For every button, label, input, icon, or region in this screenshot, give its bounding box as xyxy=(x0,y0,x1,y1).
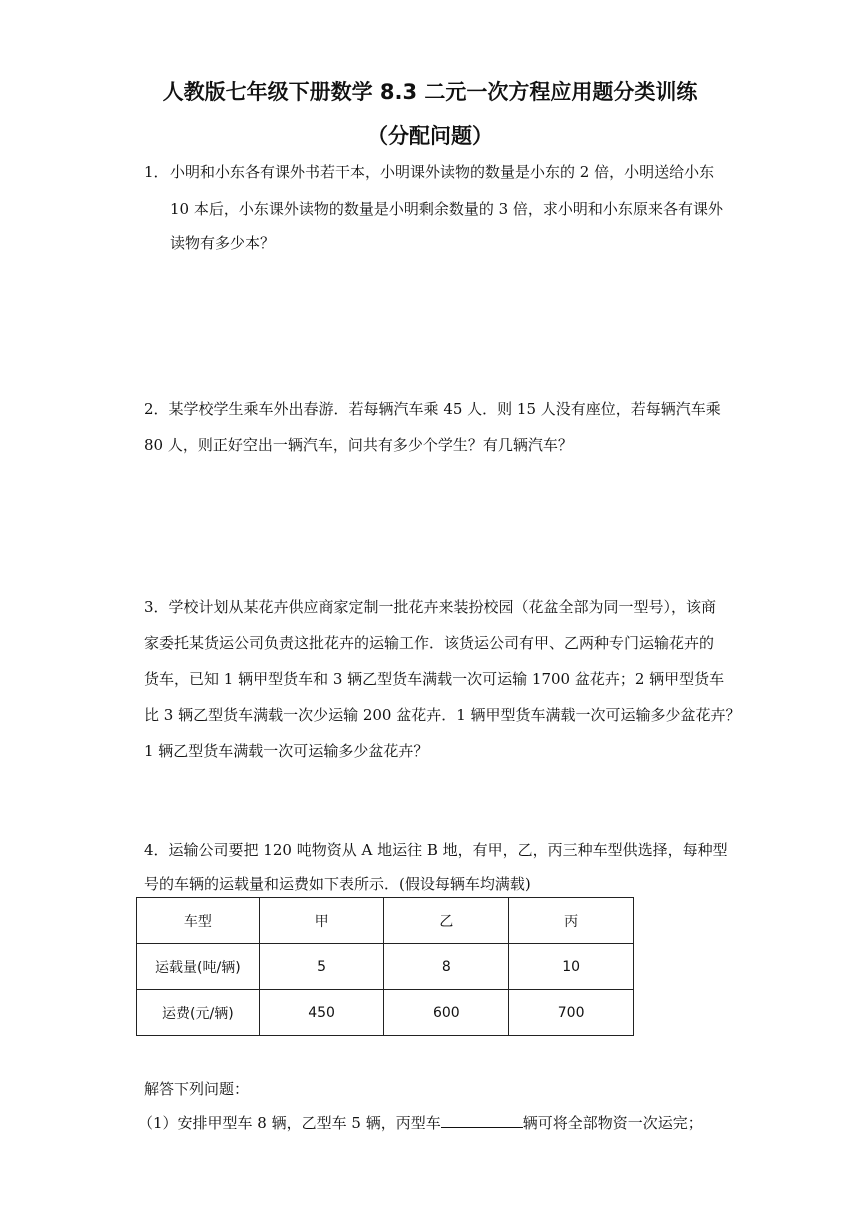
question-1-line1 xyxy=(144,162,714,182)
table-cell: 450 xyxy=(259,990,384,1036)
table-header-cell: 乙 xyxy=(384,898,509,944)
question-1-number: 1． xyxy=(144,163,169,181)
question-3-line2: 家委托某货运公司负责这批花卉的运输工作．该货运公司有甲、乙两种专门运输花卉的 xyxy=(144,634,715,652)
question-4-line2: 号的车辆的运载量和运费如下表所示．(假设每辆车均满载) xyxy=(144,875,531,893)
answer-blank[interactable] xyxy=(441,1113,523,1128)
question-3-line3: 货车，已知 1 辆甲型货车和 3 辆乙型货车满载一次可运输 1700 盆花卉；2 辆甲型货车 xyxy=(144,670,725,688)
answer-intro: 解答下列问题： xyxy=(144,1080,250,1098)
sub-question-1-text-end: 辆可将全部物资一次运完； xyxy=(522,1114,703,1132)
table-cell: 运载量(吨/辆) xyxy=(137,944,260,990)
question-3-line1: 3．学校计划从某花卉供应商家定制一批花卉来装扮校园（花盆全部为同一型号），该商 xyxy=(144,598,717,616)
vehicle-spec-table xyxy=(136,897,634,1036)
table-row xyxy=(137,990,634,1036)
question-1-line2: 10 本后，小东课外读物的数量是小明剩余数量的 3 倍，求小明和小东原来各有课外 xyxy=(170,200,723,218)
question-2-line1: 2．某学校学生乘车外出春游．若每辆汽车乘 45 人．则 15 人没有座位，若每辆汽车乘 xyxy=(144,400,721,418)
question-4-line1: 4．运输公司要把 120 吨物资从 A 地运往 B 地，有甲，乙，丙三种车型供选择，每种型 xyxy=(144,841,728,859)
sub-question-1-text: （1）安排甲型车 8 辆，乙型车 5 辆，丙型车 xyxy=(138,1114,441,1132)
table-cell: 700 xyxy=(509,990,634,1036)
table-row xyxy=(137,944,634,990)
question-1-line3: 读物有多少本？ xyxy=(170,234,276,252)
table-cell: 运费(元/辆) xyxy=(137,990,260,1036)
question-3-line4: 比 3 辆乙型货车满载一次少运输 200 盆花卉．1 辆甲型货车满载一次可运输多少盆花卉？ xyxy=(144,706,741,724)
document-title-line1: 人教版七年级下册数学 8.3 二元一次方程应用题分类训练 xyxy=(162,80,698,104)
table-cell: 5 xyxy=(259,944,384,990)
question-2-line2: 80 人，则正好空出一辆汽车，问共有多少个学生？有几辆汽车？ xyxy=(144,436,573,454)
table-cell: 600 xyxy=(384,990,509,1036)
sub-question-1 xyxy=(138,1113,703,1133)
table-header-cell: 车型 xyxy=(137,898,260,944)
question-1-text-line1: 小明和小东各有课外书若干本，小明课外读物的数量是小东的 2 倍，小明送给小东 xyxy=(170,163,715,181)
question-3-line5: 1 辆乙型货车满载一次可运输多少盆花卉？ xyxy=(144,742,429,760)
document-title-line2: （分配问题） xyxy=(367,124,493,148)
table-header-cell: 丙 xyxy=(509,898,634,944)
table-header-row xyxy=(137,898,634,944)
table-header-cell: 甲 xyxy=(259,898,384,944)
table-cell: 10 xyxy=(509,944,634,990)
table-cell: 8 xyxy=(384,944,509,990)
